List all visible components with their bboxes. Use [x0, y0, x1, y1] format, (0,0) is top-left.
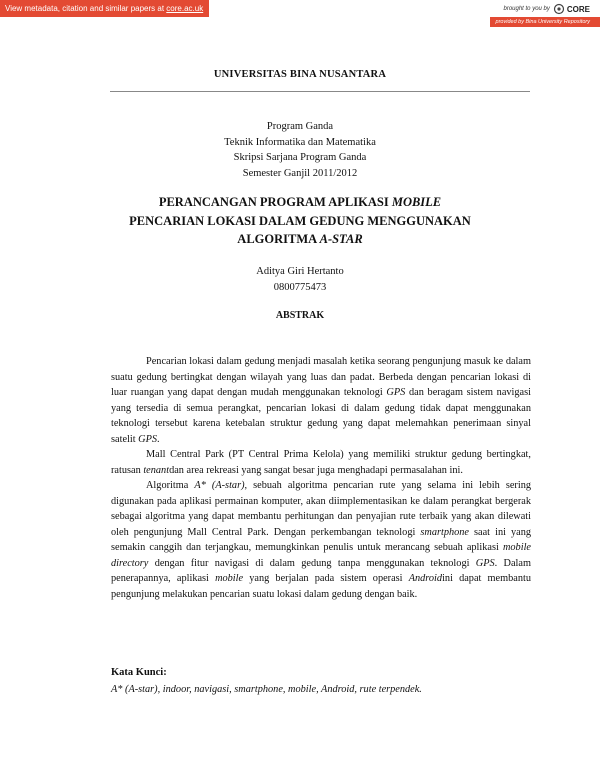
core-link[interactable]: core.ac.uk — [166, 4, 204, 13]
core-metadata-text: View metadata, citation and similar papers at — [5, 4, 167, 13]
italic-term: Android — [408, 573, 443, 584]
abstract-heading: ABSTRAK — [275, 310, 325, 321]
italic-term: GPS — [475, 557, 495, 569]
provided-by-text: provided by Bina University Repository — [495, 19, 590, 25]
text-run: dengan fitur navigasi di dalam gedung tanpa menggunakan teknologi — [148, 557, 476, 569]
title-line-2: PENCARIAN LOKASI DALAM GEDUNG MENGGUNAKAN — [129, 213, 471, 228]
text-run: Pencarian lokasi dalam gedung menjadi masalah ketika seorang pengunjung masuk ke dalam suatu gedung bertingkat dengan wilayah yang luas dan padat. Berbeda dengan pencarian lokasi di luar ruangan yang dapat dengan mudah menggunakan teknologi — [111, 356, 531, 398]
brought-by-text: brought to you by — [503, 6, 550, 12]
program-line: Program Ganda — [266, 121, 334, 132]
text-run: dan beragam sistem navigasi yang tersedia di semua perangkat, pencarian lokasi di dalam gedung tidak dapat menggunakan teknologi tersebut karena ketebalan struktur gedung yang dapat melemahkan penerimaan sinyal satelit — [111, 387, 531, 445]
text-run: Algoritma — [146, 480, 195, 491]
keywords-list: A* (A-star), indoor, navigasi, smartphone, mobile, Android, rute terpendek. — [111, 684, 422, 695]
italic-term: GPS — [138, 433, 158, 445]
title-line-3 — [0, 230, 600, 249]
italic-term: GPS — [386, 387, 406, 398]
core-logo[interactable] — [553, 3, 590, 15]
core-brought-by — [504, 3, 591, 15]
program-line: Skripsi Sarjana Program Ganda — [233, 152, 367, 163]
abstract-body — [111, 354, 531, 602]
text-run: ini dapat membantu pengunjung melakukan pencarian suatu lokasi dalam gedung dengan baik. — [111, 573, 531, 600]
author-block — [0, 264, 600, 295]
text-run: yang berjalan pada sistem operasi — [243, 573, 409, 584]
text-run: . — [157, 433, 160, 445]
title-text: ALGORITMA — [237, 232, 320, 246]
abstract-paragraph-3 — [111, 478, 531, 602]
program-info — [0, 119, 600, 181]
title-line-1 — [0, 193, 600, 212]
provided-by-bar — [490, 17, 600, 27]
abstract-paragraph-2 — [111, 447, 531, 478]
abstract-paragraph-1 — [111, 354, 531, 447]
title-text: PERANCANGAN PROGRAM APLIKASI — [158, 195, 392, 209]
title-italic: MOBILE — [391, 195, 442, 209]
text-run: Mall Central Park (PT Central Prima Kelola) yang memiliki struktur gedung bertingkat, ratusan — [111, 449, 531, 476]
core-logo-icon — [553, 3, 565, 15]
student-id: 0800775473 — [273, 281, 327, 293]
text-run: dan area rekreasi yang sangat besar juga menghadapi permasalahan ini. — [169, 464, 463, 476]
program-line: Semester Ganjil 2011/2012 — [242, 167, 358, 179]
header-divider — [110, 91, 530, 92]
text-run: . Dalam penerapannya, aplikasi — [111, 557, 531, 584]
text-run: , sebuah algoritma pencarian rute yang selama ini lebih sering digunakan pada aplikasi permainan komputer, akan diimplementasikan ke dalam perangkat bergerak sebagai algoritma yang dapat membantu perhitungan dan penyajian rute terbaik yang akan dilewati oleh pengunjung Mall Central Park. Dengan perkembangan teknologi — [111, 480, 531, 538]
core-banner — [0, 0, 600, 28]
program-line: Teknik Informatika dan Matematika — [224, 136, 376, 148]
italic-term: tenant — [143, 464, 170, 476]
thesis-title — [0, 193, 600, 249]
italic-term: mobile — [215, 573, 244, 584]
italic-term: A* (A-star) — [194, 480, 245, 491]
author-name: Aditya Giri Hertanto — [256, 266, 344, 277]
core-metadata-bar — [0, 0, 209, 17]
italic-term: smartphone — [420, 526, 469, 538]
university-name: UNIVERSITAS BINA NUSANTARA — [213, 69, 387, 80]
keywords-heading: Kata Kunci: — [111, 667, 167, 678]
italic-term: mobile directory — [111, 542, 531, 569]
title-italic: A-STAR — [319, 232, 363, 246]
text-run: saat ini yang semakin canggih dan terjangkau, memungkinkan penulis untuk merancang sebuah aplikasi — [111, 526, 532, 553]
core-logo-label: CORE — [566, 4, 590, 14]
